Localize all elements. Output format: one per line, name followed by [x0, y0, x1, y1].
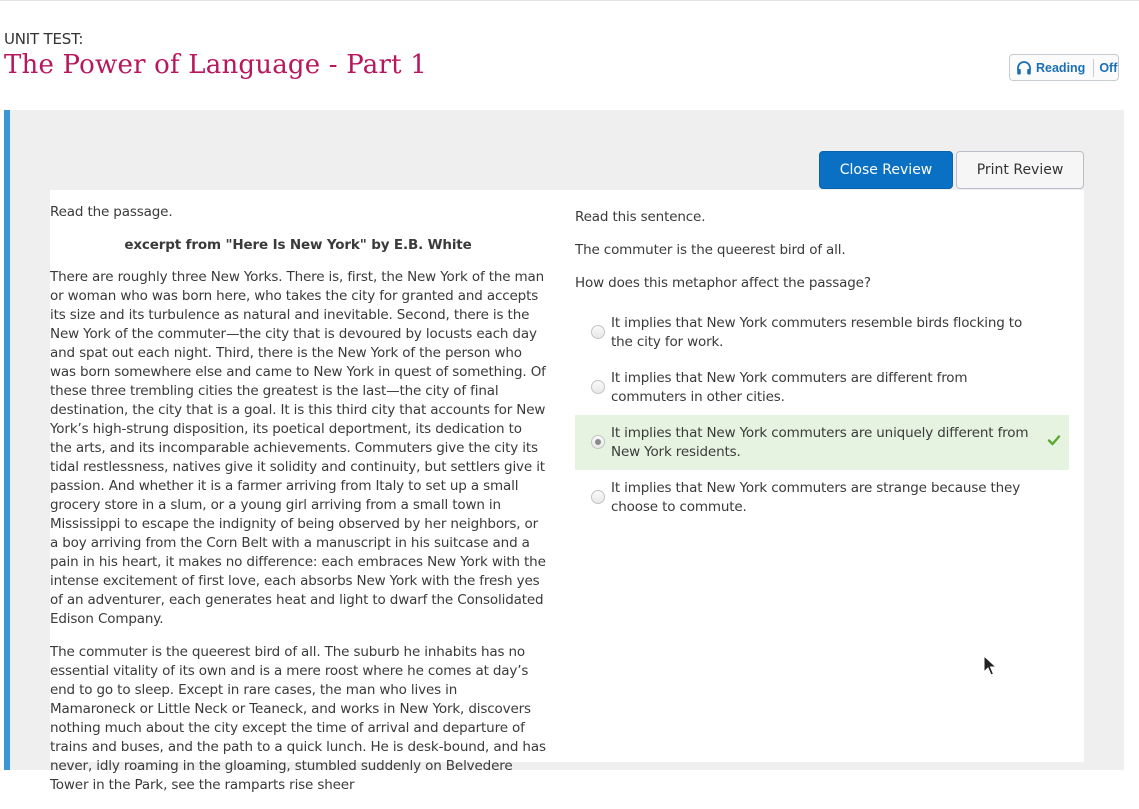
radio-button[interactable]: [591, 380, 605, 394]
radio-button[interactable]: [591, 490, 605, 504]
answer-text: It implies that New York commuters are different from commuters in other cities.: [611, 369, 968, 405]
radio-button[interactable]: [591, 325, 605, 339]
reading-toggle-button[interactable]: [1009, 54, 1119, 81]
question-prompt: Read this sentence.: [575, 209, 706, 225]
passage-source: excerpt from "Here Is New York" by E.B. White: [124, 237, 472, 253]
radio-button-selected[interactable]: [591, 435, 605, 449]
answer-option-d[interactable]: [575, 470, 1069, 525]
checkmark-icon: [1047, 433, 1061, 447]
passage-paragraph: There are roughly three New Yorks. There is, first, the New York of the man or woman who was born here, who takes the city for granted and accepts its size and its turbulence as natural and inevitable. Second, there is the New York of the commuter—the city that is devoured by locusts each day and spat out each night. Third, there is the New York of the person who was born somewhere else and came to New York in quest of something. Of these three trembling cities the greatest is the last—the city of final destination, the city that is a goal. It is this third city that accounts for New York’s high-strung disposition, its poetical deportment, its dedication to the arts, and its incomparable achievements. Commuters give the city its tidal restlessness, natives give it solidity and continuity, but settlers give it passion. And whether it is a farmer arriving from Italy to set up a small grocery store in a slum, or a young girl arriving from a small town in Mississippi to escape the indignity of being observed by her neighbors, or a boy arriving from the Corn Belt with a manuscript in his suitcase and a pain in his heart, it makes no difference: each embraces New York with the intense excitement of first love, each absorbs New York with the fresh yes of an adventurer, each generates heat and light to dwarf the Consolidated Edison Company.: [50, 269, 546, 627]
headphones-icon: [1013, 55, 1035, 80]
passage-paragraph: The commuter is the queerest bird of all. The suburb he inhabits has no essential vitality of its own and is a mere roost where he comes at day’s end to go to sleep. Except in rare cases, the man who lives in Mamaroneck or Little Neck or Teaneck, and works in New York, discovers nothing much about the city except the time of arrival and departure of trains and buses, and the path to a quick lunch. He is desk-bound, and has never, idly roaming in the gloaming, stumbled suddenly on Belvedere Tower in the Park, see the ramparts rise sheer: [50, 644, 546, 793]
answer-text: It implies that New York commuters are strange because they choose to commute.: [611, 479, 1021, 515]
question-ask: How does this metaphor affect the passage?: [575, 275, 871, 291]
reading-passage: [50, 203, 546, 809]
reading-label: Reading: [1036, 60, 1086, 75]
answer-text: It implies that New York commuters resemble birds flocking to the city for work.: [611, 314, 1023, 350]
question-stem: [575, 208, 1069, 307]
answer-list: [575, 305, 1069, 525]
mouse-cursor-icon: [983, 655, 999, 677]
print-review-button[interactable]: Print Review: [956, 151, 1084, 189]
answer-option-a[interactable]: [575, 305, 1069, 360]
passage-intro: Read the passage.: [50, 204, 173, 220]
reading-state: Off: [1099, 60, 1118, 75]
answer-option-c[interactable]: [575, 415, 1069, 470]
answer-option-b[interactable]: [575, 360, 1069, 415]
close-review-button[interactable]: Close Review: [819, 151, 953, 189]
question-sentence: The commuter is the queerest bird of all.: [575, 242, 846, 258]
top-divider: [0, 0, 1139, 1]
toggle-separator: [1093, 59, 1094, 77]
page-title: The Power of Language - Part 1: [4, 50, 427, 80]
unit-test-label: UNIT TEST:: [4, 30, 84, 48]
answer-text: It implies that New York commuters are uniquely different from New York residents.: [611, 424, 1029, 460]
